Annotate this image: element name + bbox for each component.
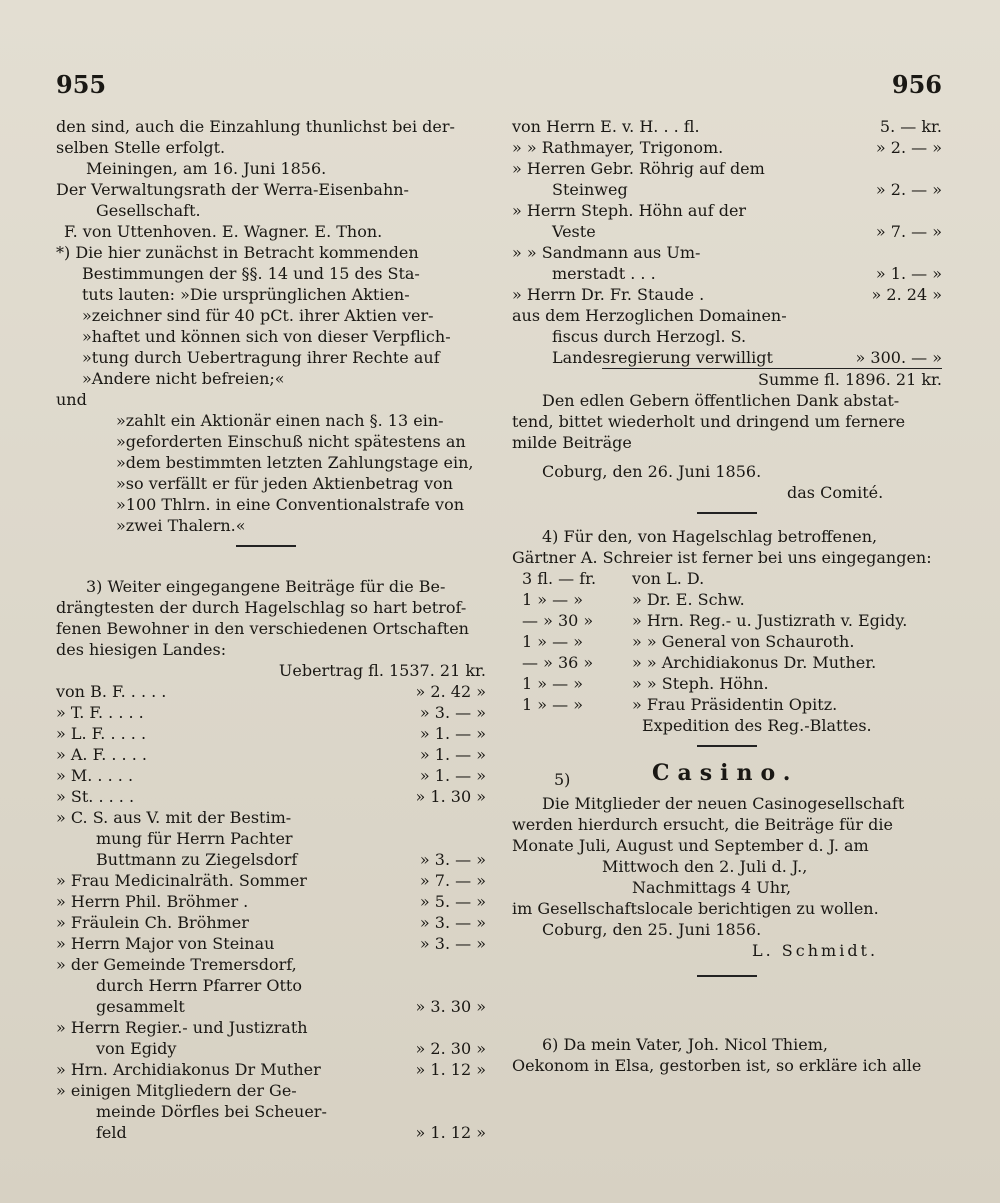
spacer <box>56 556 486 576</box>
donation-row <box>56 681 486 702</box>
donation-amount: — » 30 » <box>522 611 594 630</box>
donation-row <box>56 870 486 891</box>
donation-row <box>512 305 942 326</box>
text-line: selben Stelle erfolgt. <box>56 138 226 157</box>
donor-text: » » Steph. Höhn. <box>632 674 769 693</box>
donation-amount: » 300. — » <box>855 348 942 367</box>
signature: das Comité. <box>787 483 884 502</box>
donor-text: mung für Herrn Pachter <box>96 829 293 848</box>
donor-text: von B. F. . . . . <box>56 682 167 701</box>
donation-amount: » 3. 30 » <box>415 997 486 1016</box>
dateline: Meiningen, am 16. Juni 1856. <box>86 159 327 178</box>
donor-text: » M. . . . . <box>56 766 134 785</box>
thanks-line: Den edlen Gebern öffentlichen Dank abstat- <box>542 391 900 410</box>
casino-text: im Gesellschaftslocale berichtigen zu wollen. <box>512 899 879 918</box>
footnote-line: »dem bestimmten letzten Zahlungstage ein, <box>116 453 474 472</box>
donor-text: » A. F. . . . . <box>56 745 147 764</box>
donation-amount: » 5. — » <box>419 892 486 911</box>
dateline: Coburg, den 25. Juni 1856. <box>542 920 762 939</box>
donation-row <box>56 786 486 807</box>
section-text: Gärtner A. Schreier ist ferner bei uns eingegangen: <box>512 548 932 567</box>
donor-text: » Frau Medicinalräth. Sommer <box>56 871 307 890</box>
donor-text: Steinweg <box>552 180 628 199</box>
text-line: den sind, auch die Einzahlung thunlichst bei der- <box>56 117 455 136</box>
page-number-left: 955 <box>56 70 107 99</box>
donation-row <box>56 1017 486 1038</box>
donation-row <box>56 1038 486 1059</box>
signature: L. Schmidt. <box>752 941 879 960</box>
donation-row <box>56 912 486 933</box>
donor-text: » Herrn Phil. Bröhmer . <box>56 892 249 911</box>
donation-row <box>56 828 486 849</box>
donation-amount: 5. — kr. <box>879 117 942 136</box>
donation-row <box>56 807 486 828</box>
dateline: Coburg, den 26. Juni 1856. <box>542 462 762 481</box>
casino-text: Monate Juli, August und September d. J. am <box>512 836 869 855</box>
donation-row <box>512 116 942 137</box>
section-heading: 4) Für den, von Hagelschlag betroffenen, <box>542 527 878 546</box>
donation-list <box>512 568 942 715</box>
footnote-line: Bestimmungen der §§. 14 und 15 des Sta- <box>82 264 420 283</box>
footnote-line: »zwei Thalern.« <box>116 516 246 535</box>
donation-list <box>512 116 942 368</box>
donation-row <box>56 933 486 954</box>
donation-row <box>512 568 942 589</box>
donation-amount: » 7. — » <box>875 222 942 241</box>
section-text: des hiesigen Landes: <box>56 640 227 659</box>
donation-amount: » 1. 12 » <box>415 1123 486 1142</box>
donation-row <box>512 326 942 347</box>
donor-text: von L. D. <box>632 569 705 588</box>
donor-text: » L. F. . . . . <box>56 724 147 743</box>
donor-text: » einigen Mitgliedern der Ge- <box>56 1081 297 1100</box>
donor-text: » T. F. . . . . <box>56 703 144 722</box>
donation-amount: » 1. — » <box>419 745 486 764</box>
donation-amount: 1 » — » <box>522 632 584 651</box>
board-line: Gesellschaft. <box>96 201 201 220</box>
thanks-line: milde Beiträge <box>512 433 632 452</box>
donation-amount: » 3. — » <box>419 934 486 953</box>
footnote-line: »zahlt ein Aktionär einen nach §. 13 ein- <box>116 411 444 430</box>
donor-text: fiscus durch Herzogl. S. <box>552 327 747 346</box>
footnote-connector: und <box>56 390 87 409</box>
casino-text: Mittwoch den 2. Juli d. J., <box>602 857 808 876</box>
section-heading: 3) Weiter eingegangene Beiträge für die Be- <box>86 577 446 596</box>
donor-text: » Fräulein Ch. Bröhmer <box>56 913 249 932</box>
donation-amount: 1 » — » <box>522 695 584 714</box>
footnote-line: »haftet und können sich von dieser Verpflich- <box>82 327 451 346</box>
footnote-line: *) Die hier zunächst in Betracht kommenden <box>56 243 419 262</box>
donation-row <box>512 263 942 284</box>
donor-text: » St. . . . . <box>56 787 135 806</box>
donation-amount: » 3. — » <box>419 913 486 932</box>
section-divider <box>697 745 757 747</box>
donation-row <box>512 631 942 652</box>
section-text: drängtesten der durch Hagelschlag so hart betrof- <box>56 598 467 617</box>
donation-amount: » 2. — » <box>875 138 942 157</box>
donor-text: » Herrn Major von Steinau <box>56 934 275 953</box>
footnote-line: tuts lauten: »Die ursprünglichen Aktien- <box>82 285 410 304</box>
donor-text: » der Gemeinde Tremersdorf, <box>56 955 297 974</box>
donation-amount: » 1. 30 » <box>415 787 486 806</box>
donation-amount: 1 » — » <box>522 674 584 693</box>
donor-text: von Egidy <box>96 1039 177 1058</box>
donation-list <box>56 681 486 1143</box>
footnote-line: »Andere nicht befreien;« <box>82 369 285 388</box>
section-divider <box>697 512 757 514</box>
donor-text: aus dem Herzoglichen Domainen- <box>512 306 787 325</box>
donor-text: gesammelt <box>96 997 185 1016</box>
footnote-line: »so verfällt er für jeden Aktienbetrag von <box>116 474 453 493</box>
footnote-line: »100 Thlrn. in eine Conventionalstrafe von <box>116 495 464 514</box>
casino-title: Casino. <box>652 760 799 786</box>
donation-row <box>512 242 942 263</box>
casino-text: werden hierdurch ersucht, die Beiträge für die <box>512 815 893 834</box>
left-column <box>56 116 486 1143</box>
right-column <box>512 116 942 1076</box>
signatures: F. von Uttenhoven. E. Wagner. E. Thon. <box>64 222 383 241</box>
casino-text: Die Mitglieder der neuen Casinogesellschaft <box>542 794 905 813</box>
board-line: Der Verwaltungsrath der Werra-Eisenbahn- <box>56 180 409 199</box>
donor-text: » Hrn. Reg.- u. Justizrath v. Egidy. <box>632 611 908 630</box>
thanks-line: tend, bittet wiederholt und dringend um fernere <box>512 412 906 431</box>
donor-text: feld <box>96 1123 127 1142</box>
donation-row <box>56 765 486 786</box>
donation-row <box>512 652 942 673</box>
donation-row <box>56 954 486 975</box>
donation-amount: » 1. 12 » <box>415 1060 486 1079</box>
donation-row <box>56 1059 486 1080</box>
donation-row <box>56 1080 486 1101</box>
donation-row <box>512 200 942 221</box>
donation-row <box>56 702 486 723</box>
casino-heading-row <box>512 760 942 793</box>
donation-amount: » 1. — » <box>419 766 486 785</box>
donation-row <box>512 589 942 610</box>
donor-text: » » Archidiakonus Dr. Muther. <box>632 653 877 672</box>
donation-amount: » 3. — » <box>419 703 486 722</box>
donor-text: Veste <box>552 222 596 241</box>
donation-amount: » 1. — » <box>419 724 486 743</box>
donation-amount: » 7. — » <box>419 871 486 890</box>
donation-amount: » 2. 30 » <box>415 1039 486 1058</box>
spacer <box>512 986 942 1034</box>
donation-amount: » 2. 42 » <box>415 682 486 701</box>
donor-text: » » Sandmann aus Um- <box>512 243 701 262</box>
donation-row <box>56 996 486 1017</box>
donation-row <box>512 158 942 179</box>
section-text: fenen Bewohner in den verschiedenen Ortschaften <box>56 619 469 638</box>
donor-text: » » General von Schauroth. <box>632 632 855 651</box>
section-number: 5) <box>554 770 571 789</box>
donor-text: Buttmann zu Ziegelsdorf <box>96 850 298 869</box>
donation-amount: » 3. — » <box>419 850 486 869</box>
footnote-line: »zeichner sind für 40 pCt. ihrer Aktien ver- <box>82 306 434 325</box>
donor-text: » Hrn. Archidiakonus Dr Muther <box>56 1060 321 1079</box>
donor-text: » Herrn Regier.- und Justizrath <box>56 1018 308 1037</box>
donor-text: » Herrn Steph. Höhn auf der <box>512 201 747 220</box>
donation-row <box>56 891 486 912</box>
donation-row <box>56 723 486 744</box>
donation-row <box>512 137 942 158</box>
donation-amount: » 1. — » <box>875 264 942 283</box>
section-heading: 6) Da mein Vater, Joh. Nicol Thiem, <box>542 1035 828 1054</box>
donation-amount: 3 fl. — fr. <box>522 569 597 588</box>
donation-amount: — » 36 » <box>522 653 594 672</box>
donor-text: meinde Dörfles bei Scheuer- <box>96 1102 327 1121</box>
donor-text: » Frau Präsidentin Opitz. <box>632 695 838 714</box>
signature: Expedition des Reg.-Blattes. <box>642 716 872 735</box>
donor-text: von Herrn E. v. H. . . fl. <box>512 117 700 136</box>
donor-text: merstadt . . . <box>552 264 656 283</box>
donor-text: » Herrn Dr. Fr. Staude . <box>512 285 705 304</box>
donation-amount: 1 » — » <box>522 590 584 609</box>
donation-amount: » 2. 24 » <box>871 285 942 304</box>
donation-row <box>56 849 486 870</box>
donation-row <box>56 1101 486 1122</box>
casino-text: Nachmittags 4 Uhr, <box>632 878 792 897</box>
section-text: Oekonom in Elsa, gestorben ist, so erkläre ich alle <box>512 1056 922 1075</box>
donor-text: Landesregierung verwilligt <box>552 348 773 367</box>
donor-text: » Dr. E. Schw. <box>632 590 745 609</box>
donor-text: » C. S. aus V. mit der Bestim- <box>56 808 292 827</box>
donation-amount: » 2. — » <box>875 180 942 199</box>
donation-row <box>512 221 942 242</box>
donation-row <box>512 347 942 368</box>
donor-text: durch Herrn Pfarrer Otto <box>96 976 302 995</box>
donation-row <box>512 673 942 694</box>
donation-row <box>56 744 486 765</box>
sum-total: Summe fl. 1896. 21 kr. <box>757 370 942 389</box>
footnote-line: »geforderten Einschuß nicht spätestens an <box>116 432 466 451</box>
donation-row <box>56 1122 486 1143</box>
donor-text: » Herren Gebr. Röhrig auf dem <box>512 159 765 178</box>
section-divider <box>697 975 757 977</box>
donation-row <box>512 179 942 200</box>
donor-text: » » Rathmayer, Trigonom. <box>512 138 724 157</box>
carried-over-total: Uebertrag fl. 1537. 21 kr. <box>278 661 486 680</box>
donation-row <box>56 975 486 996</box>
footnote-line: »tung durch Uebertragung ihrer Rechte auf <box>82 348 440 367</box>
donation-row <box>512 610 942 631</box>
donation-row <box>512 694 942 715</box>
page-number-right: 956 <box>891 70 942 99</box>
donation-row <box>512 284 942 305</box>
section-divider <box>236 545 296 547</box>
